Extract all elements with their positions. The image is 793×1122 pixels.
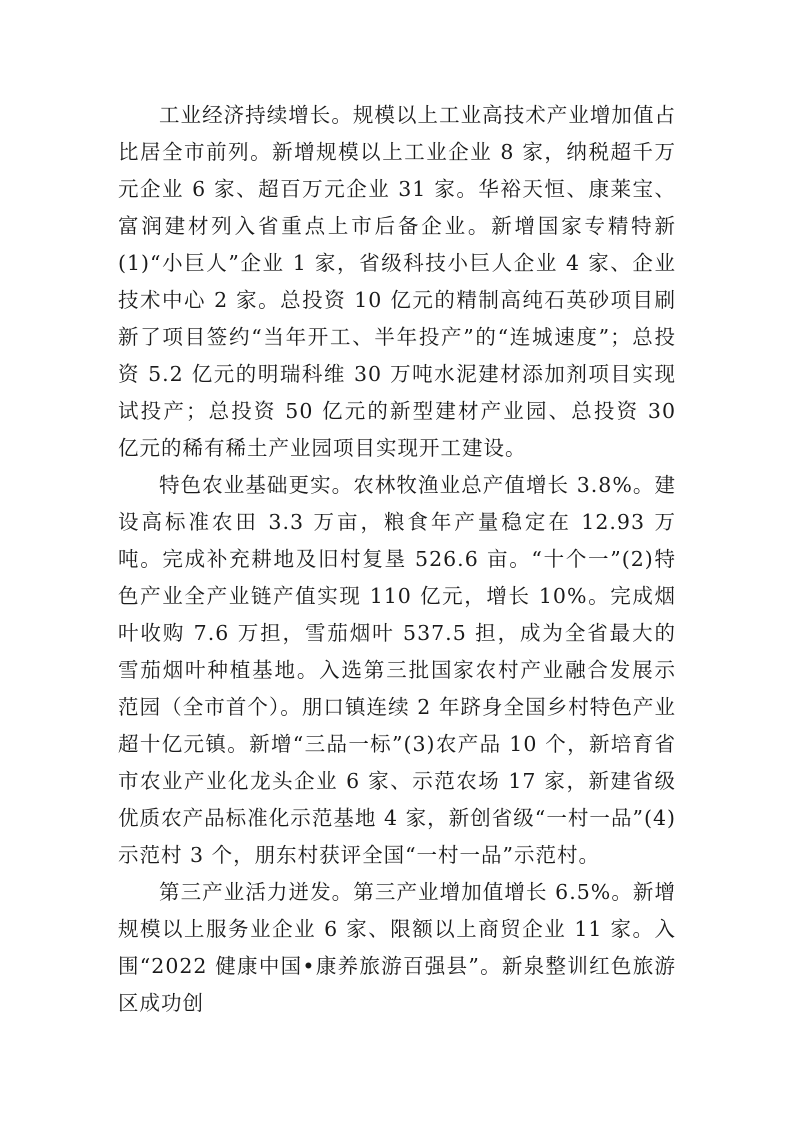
paragraph-tertiary-industry: 第三产业活力迸发。第三产业增加值增长 6.5%。新增规模以上服务业企业 6 家、限额以上商贸企业 11 家。入围“2022 健康中国•康养旅游百强县”。新泉整训红色旅游区成功创 — [118, 880, 676, 1015]
document-body — [118, 97, 676, 1022]
paragraph-industrial-economy: 工业经济持续增长。规模以上工业高技术产业增加值占比居全市前列。新增规模以上工业企业 8 家，纳税超千万元企业 6 家、超百万元企业 31 家。华裕天恒、康莱宝、富润建材列入省重点上市后备企业。新增国家专精特新(1)“小巨人”企业 1 家，省级科技小巨人企业 4 家、企业技术中心 2 家。总投资 10 亿元的精制高纯石英砂项目刷新了项目签约“当年开工、半年投产”的“连城速度”；总投资 5.2 亿元的明瑞科维 30 万吨水泥建材添加剂项目实现试投产；总投资 50 亿元的新型建材产业园、总投资 30 亿元的稀有稀土产业园项目实现开工建设。 — [118, 103, 676, 460]
paragraph-characteristic-agriculture: 特色农业基础更实。农林牧渔业总产值增长 3.8%。建设高标准农田 3.3 万亩，粮食年产量稳定在 12.93 万吨。完成补充耕地及旧村复垦 526.6 亩。“十个一”(2)特色产业全产业链产值实现 110 亿元，增长 10%。完成烟叶收购 7.6 万担，雪茄烟叶 537.5 担，成为全省最大的雪茄烟叶种植基地。入选第三批国家农村产业融合发展示范园（全市首个）。朋口镇连续 2 年跻身全国乡村特色产业超十亿元镇。新增“三品一标”(3)农产品 10 个，新培育省市农业产业化龙头企业 6 家、示范农场 17 家，新建省级优质农产品标准化示范基地 4 家，新创省级“一村一品”(4)示范村 3 个，朋东村获评全国“一村一品”示范村。 — [118, 473, 676, 867]
